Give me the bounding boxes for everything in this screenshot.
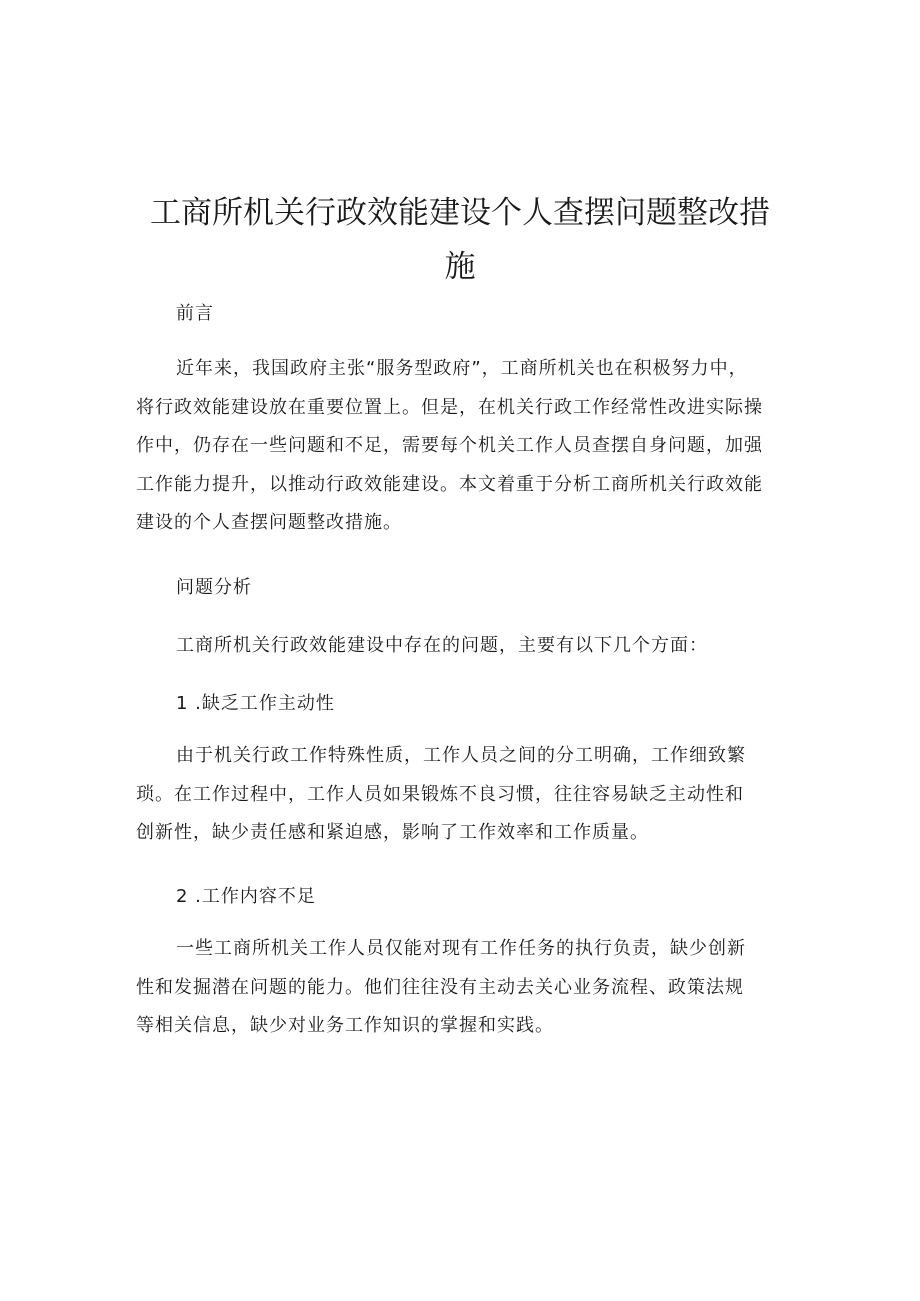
item-1-heading: 1 .缺乏工作主动性 — [176, 693, 335, 714]
item-2-line: 一些工商所机关工作人员仅能对现有工作任务的执行负责，缺少创新 — [176, 938, 746, 959]
intro-line: 近年来，我国政府主张“服务型政府”，工商所机关也在积极努力中， — [176, 358, 748, 379]
item-1-line: 琐。在工作过程中，工作人员如果锻炼不良习惯，往往容易缺乏主动性和 — [136, 783, 744, 805]
item-1-line: 由于机关行政工作特殊性质，工作人员之间的分工明确，工作细致繁 — [176, 745, 746, 766]
title-line-1: 工商所机关行政效能建设个人查摆问题整改措 — [150, 195, 770, 231]
analysis-intro: 工商所机关行政效能建设中存在的问题，主要有以下几个方面： — [176, 635, 708, 656]
item-2-line: 性和发掘潜在问题的能力。他们往往没有主动去关心业务流程、政策法规 — [136, 976, 744, 998]
intro-line: 作中，仍存在一些问题和不足，需要每个机关工作人员查摆自身问题，加强 — [136, 435, 763, 456]
intro-line: 将行政效能建设放在重要位置上。但是，在机关行政工作经常性改进实际操 — [136, 396, 763, 418]
preface-heading: 前言 — [176, 303, 214, 324]
intro-line: 建设的个人查摆问题整改措施。 — [136, 512, 402, 533]
item-1-line: 创新性，缺少责任感和紧迫感，影响了工作效率和工作质量。 — [136, 822, 649, 843]
document-title — [130, 186, 790, 294]
analysis-heading: 问题分析 — [176, 577, 252, 598]
item-1-paragraph — [136, 737, 806, 853]
item-2-heading: 2 .工作内容不足 — [176, 886, 316, 907]
item-2-line: 等相关信息，缺少对业务工作知识的掌握和实践。 — [136, 1015, 554, 1036]
item-2-paragraph — [136, 930, 806, 1046]
title-line-2: 施 — [444, 249, 476, 285]
intro-line: 工作能力提升，以推动行政效能建设。本文着重于分析工商所机关行政效能 — [136, 473, 763, 495]
intro-paragraph — [136, 350, 806, 543]
